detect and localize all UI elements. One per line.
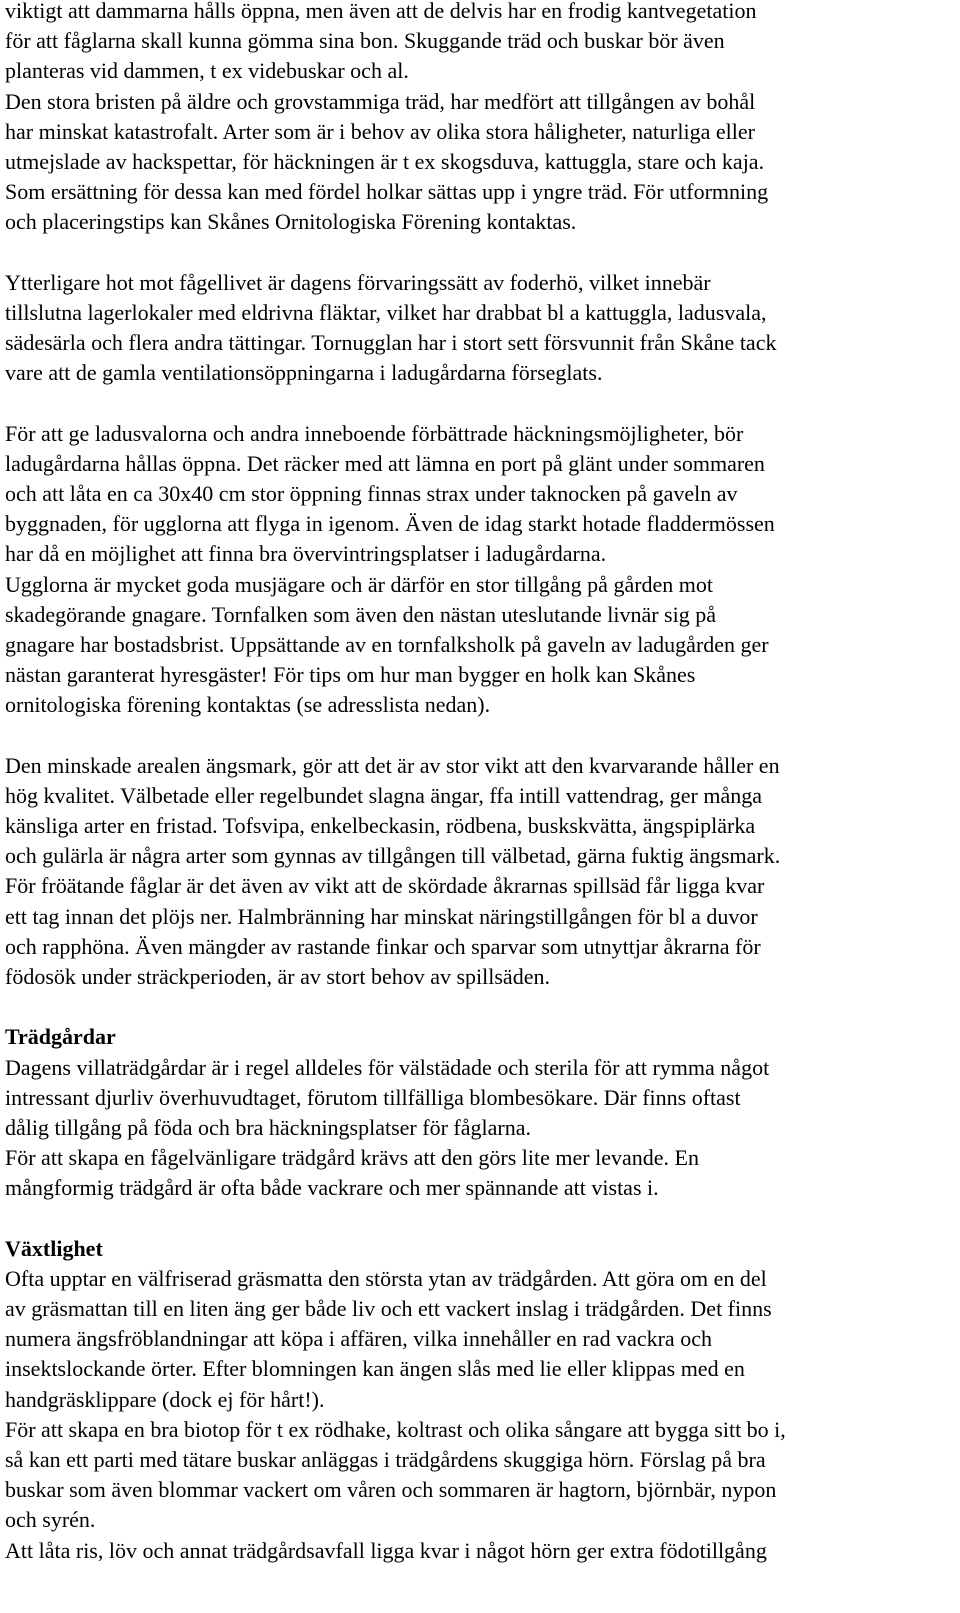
text-line: För att skapa en bra biotop för t ex rödhake, koltrast och olika sångare att bygga sitt bo i, bbox=[5, 1416, 786, 1442]
text-line: utmejslade av hackspettar, för häckningen är t ex skogsduva, kattuggla, stare och kaja. bbox=[5, 148, 765, 174]
text-line: mångformig trädgård är ofta både vackrare och mer spännande att vistas i. bbox=[5, 1175, 659, 1201]
text-line: och syrén. bbox=[5, 1507, 96, 1533]
text-line: av gräsmattan till en liten äng ger både liv och ett vackert inslag i trädgården. Det finns bbox=[5, 1296, 772, 1322]
paragraph-vaxtlighet bbox=[5, 1264, 950, 1566]
text-line: intressant djurliv överhuvudtaget, förutom tillfälliga blombesökare. Där finns oftast bbox=[5, 1084, 741, 1110]
text-line: Den stora bristen på äldre och grovstammiga träd, har medfört att tillgången av bohål bbox=[5, 88, 756, 114]
text-line: nästan garanterat hyresgäster! För tips om hur man bygger en holk kan Skånes bbox=[5, 662, 696, 688]
text-line: gnagare har bostadsbrist. Uppsättande av en tornfalksholk på gaveln av ladugården ger bbox=[5, 631, 769, 657]
text-line: sädesärla och flera andra tättingar. Tornugglan har i stort sett försvunnit från Skåne tack bbox=[5, 330, 777, 356]
text-line: och att låta en ca 30x40 cm stor öppning finnas strax under taknocken på gaveln av bbox=[5, 481, 738, 506]
text-line: buskar som även blommar vackert om våren och sommaren är hagtorn, björnbär, nypon bbox=[5, 1477, 777, 1503]
text-line: för att fåglarna skall kunna gömma sina bon. Skuggande träd och buskar bör även bbox=[5, 28, 725, 54]
paragraph-gap bbox=[5, 238, 950, 268]
text-line: Ytterligare hot mot fågellivet är dagens förvaringssätt av foderhö, vilket innebär bbox=[5, 269, 711, 295]
text-line: planteras vid dammen, t ex videbuskar och al. bbox=[5, 58, 409, 84]
heading-vaxtlighet bbox=[5, 1234, 950, 1264]
paragraph-foderho bbox=[5, 268, 950, 389]
text-line: känsliga arter en fristad. Tofsvipa, enkelbeckasin, rödbena, buskskvätta, ängspiplärka bbox=[5, 813, 756, 839]
text-line: insektslockande örter. Efter blomningen kan ängen slås med lie eller klippas med en bbox=[5, 1356, 745, 1382]
text-line: ladugårdarna hållas öppna. Det räcker med att lämna en port på glänt under sommaren bbox=[5, 450, 765, 476]
text-line: numera ängsfröblandningar att köpa i affären, vilka innehåller en rad vackra och bbox=[5, 1326, 712, 1352]
text-line: och gulärla är några arter som gynnas av tillgången till välbetad, gärna fuktig ängsmark. bbox=[5, 843, 781, 869]
paragraph-gap bbox=[5, 992, 950, 1022]
paragraph-ladugardar bbox=[5, 419, 950, 721]
text-line: hög kvalitet. Välbetade eller regelbundet slagna ängar, ffa intill vattendrag, ger många bbox=[5, 782, 763, 808]
section-heading: Växtlighet bbox=[5, 1235, 103, 1261]
text-line: Den minskade arealen ängsmark, gör att det är av stor vikt att den kvarvarande håller en bbox=[5, 752, 780, 778]
paragraph-dammar bbox=[5, 0, 950, 238]
paragraph-gap bbox=[5, 1204, 950, 1234]
text-line: Dagens villaträdgårdar är i regel alldeles för välstädade och sterila för att rymma något bbox=[5, 1054, 770, 1080]
paragraph-angsmark bbox=[5, 751, 950, 993]
text-line: tillslutna lagerlokaler med eldrivna fläktar, vilket har drabbat bl a kattuggla, ladusvala, bbox=[5, 299, 767, 325]
text-line: Ugglorna är mycket goda musjägare och är därför en stor tillgång på gården mot bbox=[5, 571, 714, 597]
heading-tradgardar bbox=[5, 1022, 950, 1052]
text-line: viktigt att dammarna hålls öppna, men även att de delvis har en frodig kantvegetation bbox=[5, 0, 757, 23]
text-line: För att skapa en fågelvänligare trädgård krävs att den görs lite mer levande. En bbox=[5, 1145, 699, 1171]
text-line: vare att de gamla ventilationsöppningarna i ladugårdarna förseglats. bbox=[5, 360, 603, 386]
text-line: ornitologiska förening kontaktas (se adresslista nedan). bbox=[5, 692, 491, 718]
text-line: och placeringstips kan Skånes Ornitologiska Förening kontaktas. bbox=[5, 209, 577, 235]
text-line: födosök under sträckperioden, är av stort behov av spillsäden. bbox=[5, 964, 550, 989]
text-line: ett tag innan det plöjs ner. Halmbränning har minskat näringstillgången för bl a duvor bbox=[5, 903, 758, 929]
paragraph-gap bbox=[5, 388, 950, 418]
text-line: skadegörande gnagare. Tornfalken som även den nästan uteslutande livnär sig på bbox=[5, 601, 716, 627]
text-line: För att ge ladusvalorna och andra inneboende förbättrade häckningsmöjligheter, bör bbox=[5, 420, 744, 446]
text-line: så kan ett parti med tätare buskar anläggas i trädgårdens skuggiga hörn. Förslag på bra bbox=[5, 1447, 766, 1472]
text-line: byggnaden, för ugglorna att flyga in igenom. Även de idag starkt hotade fladdermössen bbox=[5, 511, 775, 537]
text-line: har minskat katastrofalt. Arter som är i behov av olika stora håligheter, naturliga eller bbox=[5, 118, 755, 144]
text-line: Som ersättning för dessa kan med fördel holkar sättas upp i yngre träd. För utformning bbox=[5, 179, 769, 205]
paragraph-gap bbox=[5, 721, 950, 751]
section-heading: Trädgårdar bbox=[5, 1024, 116, 1050]
text-line: Ofta upptar en välfriserad gräsmatta den största ytan av trädgården. Att göra om en del bbox=[5, 1265, 767, 1291]
text-line: handgräsklippare (dock ej för hårt!). bbox=[5, 1386, 325, 1412]
paragraph-tradgardar bbox=[5, 1053, 950, 1204]
text-line: För fröätande fåglar är det även av vikt att de skördade åkrarnas spillsäd får ligga kvar bbox=[5, 873, 765, 899]
text-line: har då en möjlighet att finna bra övervintringsplatser i ladugårdarna. bbox=[5, 541, 607, 567]
text-line: Att låta ris, löv och annat trädgårdsavfall ligga kvar i något hörn ger extra födotillgång bbox=[5, 1537, 767, 1563]
text-line: och rapphöna. Även mängder av rastande finkar och sparvar som utnyttjar åkrarna för bbox=[5, 933, 761, 959]
document-page bbox=[5, 0, 950, 1566]
text-line: dålig tillgång på föda och bra häckningsplatser för fåglarna. bbox=[5, 1114, 531, 1140]
